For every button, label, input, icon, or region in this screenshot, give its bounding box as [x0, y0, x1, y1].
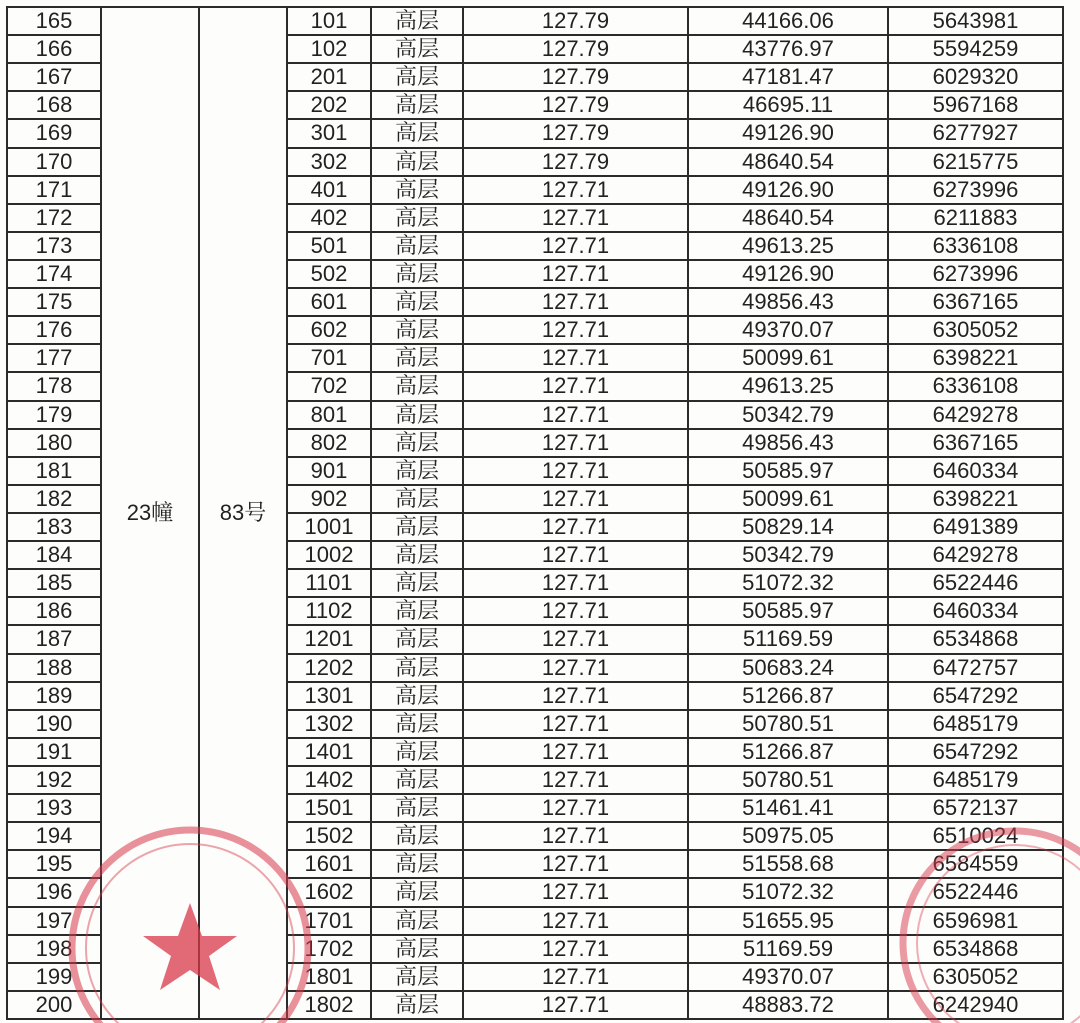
row-number-cell: 182: [7, 485, 101, 513]
row-number-cell: 185: [7, 569, 101, 597]
unit-price-cell: 49370.07: [688, 963, 888, 991]
room-number-cell: 202: [287, 91, 371, 119]
building-type-cell: 高层: [371, 35, 463, 63]
room-number-cell: 1001: [287, 513, 371, 541]
unit-price-cell: 51461.41: [688, 794, 888, 822]
area-cell: 127.71: [463, 907, 688, 935]
area-cell: 127.71: [463, 738, 688, 766]
building-type-cell: 高层: [371, 372, 463, 400]
row-number-cell: 169: [7, 119, 101, 147]
area-cell: 127.71: [463, 794, 688, 822]
unit-price-cell: 49856.43: [688, 288, 888, 316]
room-number-cell: 602: [287, 316, 371, 344]
area-cell: 127.71: [463, 372, 688, 400]
row-number-cell: 175: [7, 288, 101, 316]
unit-price-cell: 49126.90: [688, 176, 888, 204]
unit-price-cell: 50099.61: [688, 344, 888, 372]
area-cell: 127.71: [463, 991, 688, 1019]
row-number-cell: 195: [7, 850, 101, 878]
room-number-cell: 1601: [287, 850, 371, 878]
unit-price-cell: 48640.54: [688, 204, 888, 232]
row-number-cell: 184: [7, 541, 101, 569]
room-number-cell: 601: [287, 288, 371, 316]
room-number-cell: 402: [287, 204, 371, 232]
area-cell: 127.71: [463, 850, 688, 878]
room-number-cell: 1702: [287, 935, 371, 963]
unit-price-cell: 49613.25: [688, 372, 888, 400]
total-price-cell: 5967168: [888, 91, 1063, 119]
row-number-cell: 177: [7, 344, 101, 372]
building-type-cell: 高层: [371, 682, 463, 710]
area-cell: 127.71: [463, 204, 688, 232]
price-table-body: [7, 7, 1063, 1019]
total-price-cell: 6277927: [888, 119, 1063, 147]
unit-price-cell: 49126.90: [688, 260, 888, 288]
row-number-cell: 200: [7, 991, 101, 1019]
room-number-cell: 1002: [287, 541, 371, 569]
row-number-cell: 191: [7, 738, 101, 766]
building-type-cell: 高层: [371, 176, 463, 204]
room-number-cell: 801: [287, 401, 371, 429]
area-cell: 127.71: [463, 935, 688, 963]
total-price-cell: 6242940: [888, 991, 1063, 1019]
total-price-cell: 6522446: [888, 878, 1063, 906]
area-cell: 127.71: [463, 625, 688, 653]
unit-price-cell: 43776.97: [688, 35, 888, 63]
total-price-cell: 6336108: [888, 232, 1063, 260]
total-price-cell: 5643981: [888, 7, 1063, 35]
row-number-cell: 183: [7, 513, 101, 541]
building-type-cell: 高层: [371, 288, 463, 316]
unit-cell: 83号: [199, 7, 287, 1019]
row-number-cell: 166: [7, 35, 101, 63]
unit-price-cell: 51266.87: [688, 682, 888, 710]
area-cell: 127.71: [463, 541, 688, 569]
unit-price-cell: 48883.72: [688, 991, 888, 1019]
area-cell: 127.71: [463, 654, 688, 682]
building-type-cell: 高层: [371, 429, 463, 457]
total-price-cell: 6510024: [888, 822, 1063, 850]
room-number-cell: 1302: [287, 710, 371, 738]
total-price-cell: 6305052: [888, 963, 1063, 991]
unit-price-cell: 49613.25: [688, 232, 888, 260]
building-type-cell: 高层: [371, 738, 463, 766]
room-number-cell: 302: [287, 148, 371, 176]
row-number-cell: 165: [7, 7, 101, 35]
area-cell: 127.71: [463, 232, 688, 260]
room-number-cell: 1301: [287, 682, 371, 710]
total-price-cell: 6460334: [888, 597, 1063, 625]
total-price-cell: 6273996: [888, 176, 1063, 204]
building-type-cell: 高层: [371, 513, 463, 541]
total-price-cell: 6584559: [888, 850, 1063, 878]
row-number-cell: 179: [7, 401, 101, 429]
unit-price-cell: 44166.06: [688, 7, 888, 35]
total-price-cell: 6211883: [888, 204, 1063, 232]
total-price-cell: 6215775: [888, 148, 1063, 176]
building-type-cell: 高层: [371, 935, 463, 963]
building-type-cell: 高层: [371, 625, 463, 653]
building-type-cell: 高层: [371, 794, 463, 822]
building-type-cell: 高层: [371, 569, 463, 597]
building-type-cell: 高层: [371, 344, 463, 372]
total-price-cell: 5594259: [888, 35, 1063, 63]
building-type-cell: 高层: [371, 401, 463, 429]
row-number-cell: 196: [7, 878, 101, 906]
total-price-cell: 6398221: [888, 485, 1063, 513]
building-type-cell: 高层: [371, 907, 463, 935]
unit-price-cell: 46695.11: [688, 91, 888, 119]
building-type-cell: 高层: [371, 204, 463, 232]
unit-price-cell: 47181.47: [688, 63, 888, 91]
area-cell: 127.71: [463, 485, 688, 513]
row-number-cell: 198: [7, 935, 101, 963]
area-cell: 127.71: [463, 710, 688, 738]
room-number-cell: 1701: [287, 907, 371, 935]
room-number-cell: 701: [287, 344, 371, 372]
area-cell: 127.71: [463, 176, 688, 204]
unit-price-cell: 50780.51: [688, 766, 888, 794]
row-number-cell: 181: [7, 457, 101, 485]
area-cell: 127.71: [463, 963, 688, 991]
room-number-cell: 101: [287, 7, 371, 35]
unit-price-cell: 50099.61: [688, 485, 888, 513]
building-cell: 23幢: [101, 7, 199, 1019]
room-number-cell: 901: [287, 457, 371, 485]
area-cell: 127.71: [463, 569, 688, 597]
area-cell: 127.71: [463, 597, 688, 625]
total-price-cell: 6534868: [888, 935, 1063, 963]
room-number-cell: 1201: [287, 625, 371, 653]
room-number-cell: 301: [287, 119, 371, 147]
unit-price-cell: 50975.05: [688, 822, 888, 850]
room-number-cell: 1602: [287, 878, 371, 906]
row-number-cell: 171: [7, 176, 101, 204]
building-type-cell: 高层: [371, 963, 463, 991]
total-price-cell: 6429278: [888, 401, 1063, 429]
area-cell: 127.71: [463, 682, 688, 710]
row-number-cell: 176: [7, 316, 101, 344]
building-type-cell: 高层: [371, 91, 463, 119]
row-number-cell: 178: [7, 372, 101, 400]
row-number-cell: 192: [7, 766, 101, 794]
row-number-cell: 170: [7, 148, 101, 176]
room-number-cell: 1202: [287, 654, 371, 682]
building-type-cell: 高层: [371, 260, 463, 288]
row-number-cell: 193: [7, 794, 101, 822]
room-number-cell: 501: [287, 232, 371, 260]
unit-price-cell: 51169.59: [688, 625, 888, 653]
total-price-cell: 6273996: [888, 260, 1063, 288]
row-number-cell: 186: [7, 597, 101, 625]
area-cell: 127.71: [463, 344, 688, 372]
room-number-cell: 1801: [287, 963, 371, 991]
total-price-cell: 6547292: [888, 682, 1063, 710]
total-price-cell: 6522446: [888, 569, 1063, 597]
row-number-cell: 180: [7, 429, 101, 457]
total-price-cell: 6596981: [888, 907, 1063, 935]
area-cell: 127.79: [463, 91, 688, 119]
price-table: [6, 6, 1064, 1020]
row-number-cell: 167: [7, 63, 101, 91]
area-cell: 127.71: [463, 288, 688, 316]
building-type-cell: 高层: [371, 878, 463, 906]
total-price-cell: 6472757: [888, 654, 1063, 682]
building-type-cell: 高层: [371, 485, 463, 513]
row-number-cell: 197: [7, 907, 101, 935]
unit-price-cell: 50829.14: [688, 513, 888, 541]
room-number-cell: 1401: [287, 738, 371, 766]
unit-price-cell: 51072.32: [688, 569, 888, 597]
building-type-cell: 高层: [371, 597, 463, 625]
area-cell: 127.79: [463, 119, 688, 147]
room-number-cell: 201: [287, 63, 371, 91]
total-price-cell: 6398221: [888, 344, 1063, 372]
building-type-cell: 高层: [371, 457, 463, 485]
room-number-cell: 702: [287, 372, 371, 400]
building-type-cell: 高层: [371, 119, 463, 147]
unit-price-cell: 50780.51: [688, 710, 888, 738]
unit-price-cell: 51169.59: [688, 935, 888, 963]
row-number-cell: 189: [7, 682, 101, 710]
unit-price-cell: 48640.54: [688, 148, 888, 176]
row-number-cell: 188: [7, 654, 101, 682]
building-type-cell: 高层: [371, 541, 463, 569]
row-number-cell: 190: [7, 710, 101, 738]
area-cell: 127.71: [463, 457, 688, 485]
building-type-cell: 高层: [371, 148, 463, 176]
row-number-cell: 199: [7, 963, 101, 991]
total-price-cell: 6485179: [888, 710, 1063, 738]
row-number-cell: 187: [7, 625, 101, 653]
area-cell: 127.71: [463, 316, 688, 344]
area-cell: 127.79: [463, 7, 688, 35]
total-price-cell: 6485179: [888, 766, 1063, 794]
unit-price-cell: 50585.97: [688, 597, 888, 625]
unit-price-cell: 51655.95: [688, 907, 888, 935]
building-type-cell: 高层: [371, 766, 463, 794]
total-price-cell: 6491389: [888, 513, 1063, 541]
area-cell: 127.71: [463, 401, 688, 429]
room-number-cell: 1501: [287, 794, 371, 822]
building-type-cell: 高层: [371, 7, 463, 35]
area-cell: 127.71: [463, 878, 688, 906]
area-cell: 127.71: [463, 260, 688, 288]
area-cell: 127.71: [463, 513, 688, 541]
room-number-cell: 401: [287, 176, 371, 204]
total-price-cell: 6534868: [888, 625, 1063, 653]
room-number-cell: 802: [287, 429, 371, 457]
unit-price-cell: 49370.07: [688, 316, 888, 344]
total-price-cell: 6367165: [888, 429, 1063, 457]
building-type-cell: 高层: [371, 850, 463, 878]
room-number-cell: 1101: [287, 569, 371, 597]
area-cell: 127.79: [463, 63, 688, 91]
row-number-cell: 173: [7, 232, 101, 260]
building-type-cell: 高层: [371, 63, 463, 91]
total-price-cell: 6572137: [888, 794, 1063, 822]
total-price-cell: 6029320: [888, 63, 1063, 91]
area-cell: 127.79: [463, 35, 688, 63]
total-price-cell: 6460334: [888, 457, 1063, 485]
room-number-cell: 102: [287, 35, 371, 63]
building-type-cell: 高层: [371, 710, 463, 738]
unit-price-cell: 51266.87: [688, 738, 888, 766]
room-number-cell: 502: [287, 260, 371, 288]
area-cell: 127.71: [463, 766, 688, 794]
room-number-cell: 1402: [287, 766, 371, 794]
building-type-cell: 高层: [371, 316, 463, 344]
row-number-cell: 172: [7, 204, 101, 232]
total-price-cell: 6367165: [888, 288, 1063, 316]
building-type-cell: 高层: [371, 991, 463, 1019]
total-price-cell: 6336108: [888, 372, 1063, 400]
room-number-cell: 1102: [287, 597, 371, 625]
total-price-cell: 6429278: [888, 541, 1063, 569]
building-type-cell: 高层: [371, 822, 463, 850]
total-price-cell: 6305052: [888, 316, 1063, 344]
unit-price-cell: 51558.68: [688, 850, 888, 878]
row-number-cell: 168: [7, 91, 101, 119]
unit-price-cell: 49126.90: [688, 119, 888, 147]
room-number-cell: 1502: [287, 822, 371, 850]
area-cell: 127.79: [463, 148, 688, 176]
row-number-cell: 174: [7, 260, 101, 288]
building-type-cell: 高层: [371, 232, 463, 260]
total-price-cell: 6547292: [888, 738, 1063, 766]
building-type-cell: 高层: [371, 654, 463, 682]
unit-price-cell: 50342.79: [688, 541, 888, 569]
row-number-cell: 194: [7, 822, 101, 850]
area-cell: 127.71: [463, 429, 688, 457]
area-cell: 127.71: [463, 822, 688, 850]
unit-price-cell: 50342.79: [688, 401, 888, 429]
unit-price-cell: 51072.32: [688, 878, 888, 906]
table-row: [7, 7, 1063, 35]
unit-price-cell: 50683.24: [688, 654, 888, 682]
unit-price-cell: 49856.43: [688, 429, 888, 457]
room-number-cell: 902: [287, 485, 371, 513]
room-number-cell: 1802: [287, 991, 371, 1019]
unit-price-cell: 50585.97: [688, 457, 888, 485]
